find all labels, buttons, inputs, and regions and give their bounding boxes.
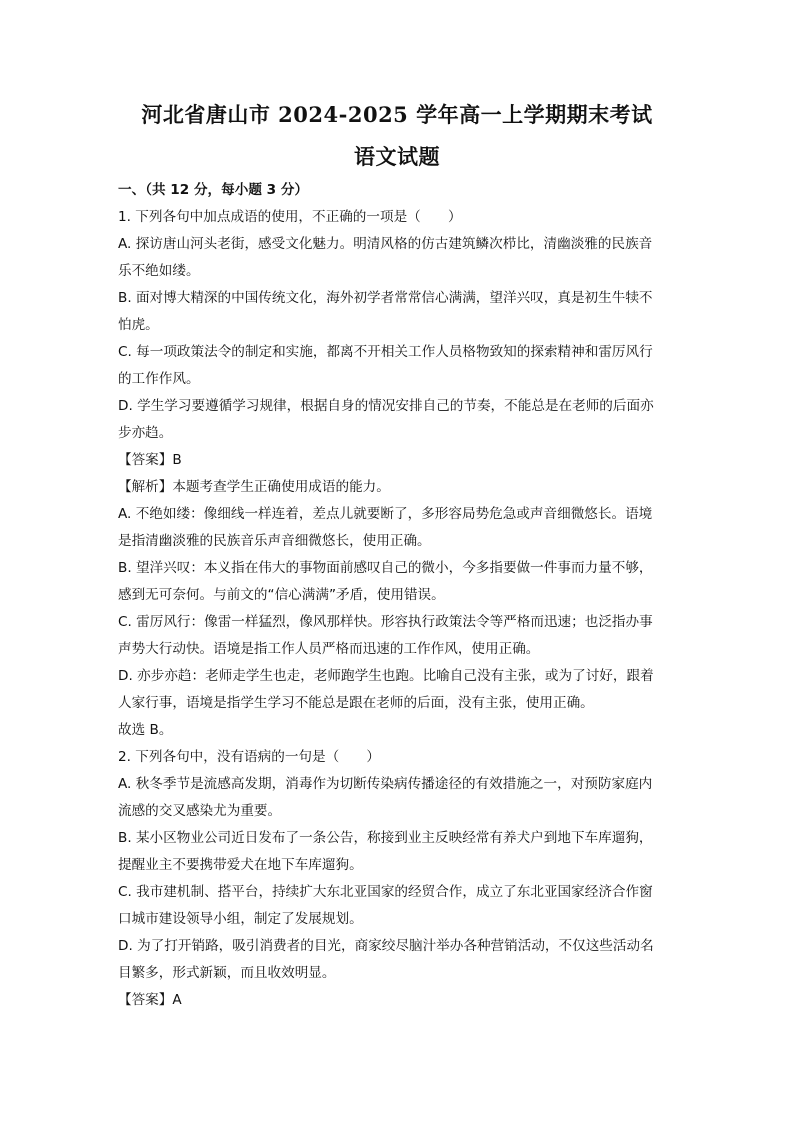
q1-analysis-a-line1: A. 不绝如缕：像细线一样连着，差点儿就要断了，多形容局势危急或声音细微悠长。语境 bbox=[118, 506, 653, 522]
q2-option-d-line2: 目繁多，形式新颖，而且收效明显。 bbox=[118, 965, 336, 981]
q2-answer: 【答案】A bbox=[118, 992, 182, 1008]
q2-option-a-line2: 流感的交叉感染尤为重要。 bbox=[118, 803, 282, 819]
q2-option-d-line1: D. 为了打开销路，吸引消费者的目光，商家绞尽脑汁举办各种营销活动，不仅这些活动名 bbox=[118, 938, 654, 954]
section-heading: 一、（共 12 分，每小题 3 分） bbox=[118, 182, 309, 198]
q2-option-a-line1: A. 秋冬季节是流感高发期，消毒作为切断传染病传播途径的有效措施之一，对预防家庭内 bbox=[118, 776, 653, 792]
q1-option-c-line2: 的工作作风。 bbox=[118, 371, 200, 387]
document-subtitle: 语文试题 bbox=[354, 144, 440, 169]
q1-option-a-line1: A. 探访唐山河头老街，感受文化魅力。明清风格的仿古建筑鳞次栉比，清幽淡雅的民族音 bbox=[118, 236, 653, 252]
q1-analysis-a-line2: 是指清幽淡雅的民族音乐声音细微悠长，使用正确。 bbox=[118, 533, 431, 549]
q1-analysis-d-line2: 人家行事，语境是指学生学习不能总是跟在老师的后面，没有主张，使用正确。 bbox=[118, 695, 594, 711]
q1-option-c-line1: C. 每一项政策法令的制定和实施，都离不开相关工作人员格物致知的探索精神和雷厉风行 bbox=[118, 344, 653, 360]
q1-conclusion: 故选 B。 bbox=[118, 722, 173, 738]
q1-analysis-c-line1: C. 雷厉风行：像雷一样猛烈，像风那样快。形容执行政策法令等严格而迅速；也泛指办事 bbox=[118, 614, 653, 630]
q2-option-c-line1: C. 我市建机制、搭平台，持续扩大东北亚国家的经贸合作，成立了东北亚国家经济合作窗 bbox=[118, 884, 653, 900]
q1-analysis-b-line1: B. 望洋兴叹：本义指在伟大的事物面前感叹自己的微小，今多指要做一件事而力量不够， bbox=[118, 560, 653, 576]
q1-analysis-c-line2: 声势大行动快。语境是指工作人员严格而迅速的工作作风，使用正确。 bbox=[118, 641, 540, 657]
q1-option-a-line2: 乐不绝如缕。 bbox=[118, 263, 200, 279]
q1-option-b-line2: 怕虎。 bbox=[118, 317, 159, 333]
question-1-stem: 1. 下列各句中加点成语的使用，不正确的一项是（ ） bbox=[118, 209, 462, 225]
q1-analysis-b-line2: 感到无可奈何。与前文的“信心满满”矛盾，使用错误。 bbox=[118, 587, 445, 603]
q1-option-d-line2: 步亦趋。 bbox=[118, 425, 173, 441]
document-body bbox=[118, 177, 680, 1014]
q1-option-d-line1: D. 学生学习要遵循学习规律，根据自身的情况安排自己的节奏，不能总是在老师的后面亦 bbox=[118, 398, 654, 414]
q2-option-b-line2: 提醒业主不要携带爱犬在地下车库遛狗。 bbox=[118, 857, 363, 873]
q1-option-b-line1: B. 面对博大精深的中国传统文化，海外初学者常常信心满满，望洋兴叹，真是初生牛犊不 bbox=[118, 290, 653, 306]
document-title: 河北省唐山市 2024-2025 学年高一上学期期末考试 bbox=[141, 102, 653, 127]
q2-option-b-line1: B. 某小区物业公司近日发布了一条公告，称接到业主反映经常有养犬户到地下车库遛狗， bbox=[118, 830, 653, 846]
q1-answer: 【答案】B bbox=[118, 452, 182, 468]
question-2-stem: 2. 下列各句中，没有语病的一句是（ ） bbox=[118, 749, 380, 765]
q1-analysis-intro: 【解析】本题考查学生正确使用成语的能力。 bbox=[118, 479, 390, 495]
q1-analysis-d-line1: D. 亦步亦趋：老师走学生也走，老师跑学生也跑。比喻自己没有主张，或为了讨好，跟着 bbox=[118, 668, 654, 684]
q2-option-c-line2: 口城市建设领导小组，制定了发展规划。 bbox=[118, 911, 363, 927]
